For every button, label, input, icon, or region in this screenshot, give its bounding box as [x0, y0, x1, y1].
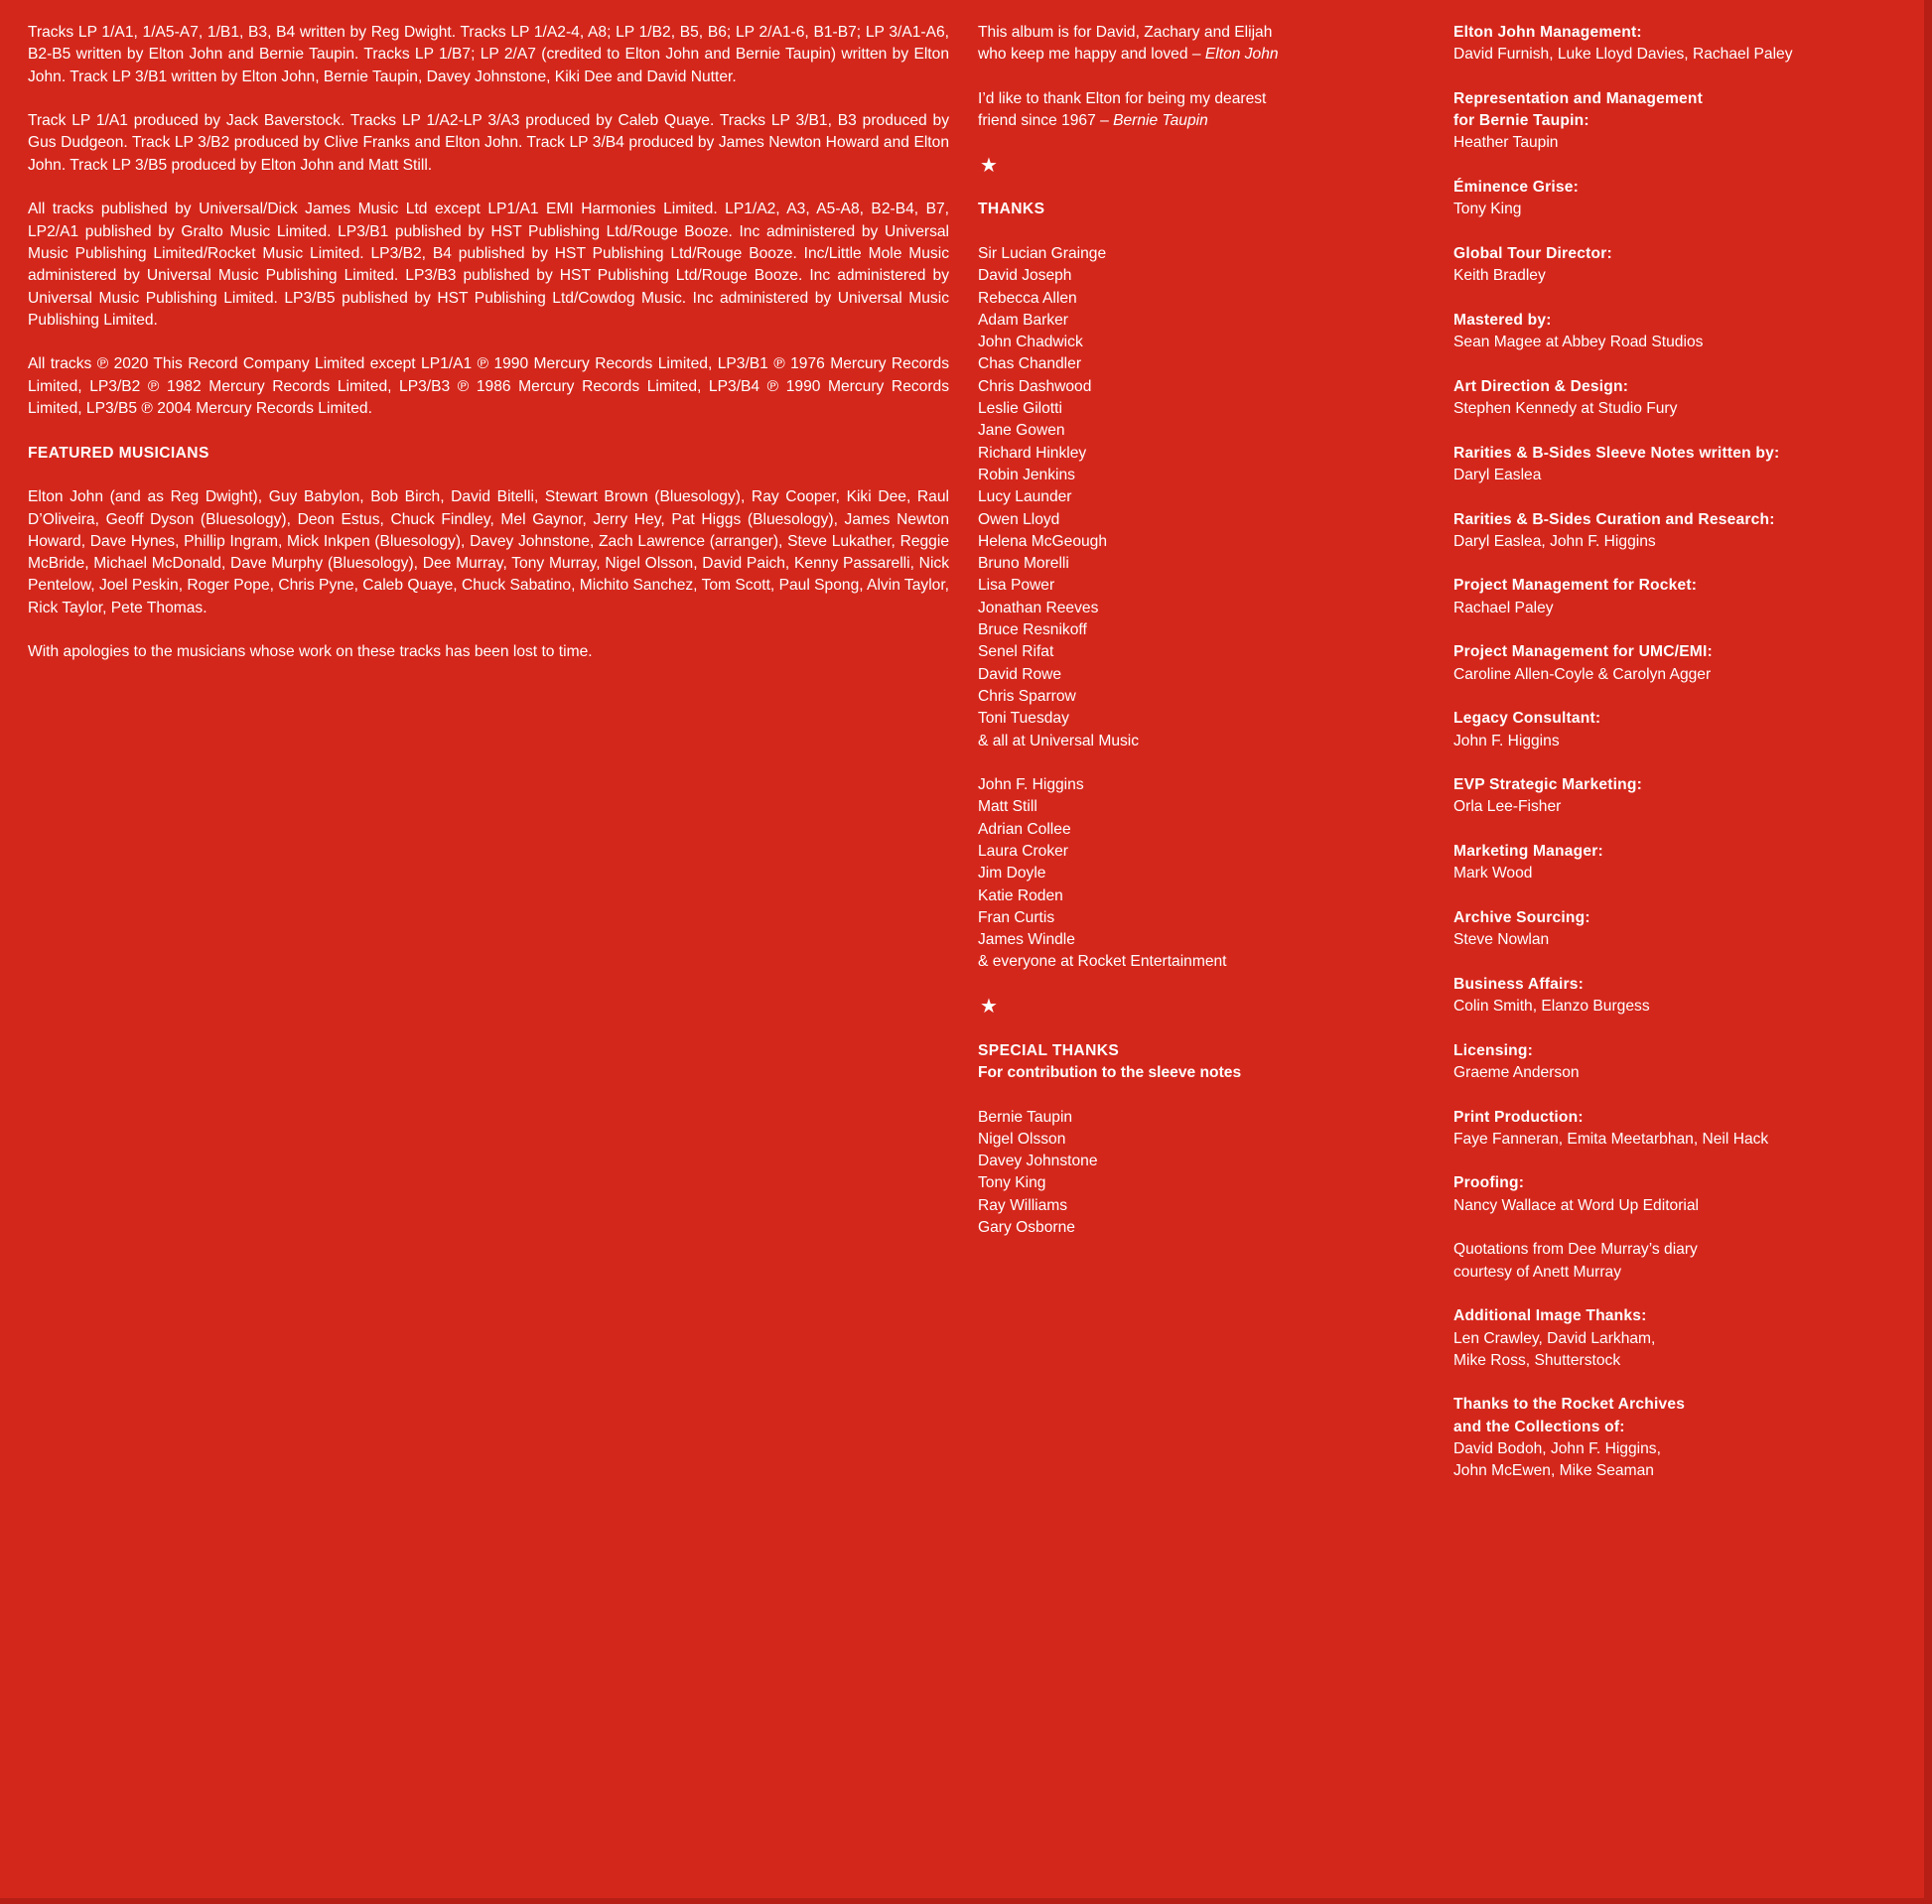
middle-column: [978, 22, 1395, 1262]
credit-entry: [1453, 575, 1910, 619]
list-item: Bruno Morelli: [978, 555, 1069, 573]
list-item: John Chadwick: [978, 334, 1083, 351]
dedication-line: This album is for David, Zachary and Elijah: [978, 24, 1273, 41]
list-item: Rebecca Allen: [978, 289, 1077, 307]
credit-role: Licensing:: [1453, 1041, 1533, 1059]
dedication-elton: [978, 22, 1395, 67]
list-item: Matt Still: [978, 798, 1037, 816]
list-item: Laura Croker: [978, 842, 1069, 860]
credit-entry: [1453, 1305, 1910, 1372]
credit-role: Proofing:: [1453, 1174, 1525, 1192]
list-item: Fran Curtis: [978, 908, 1055, 926]
credit-entry: [1453, 907, 1910, 952]
featured-musicians-heading: FEATURED MUSICIANS: [28, 444, 209, 462]
credit-entry: [1453, 310, 1910, 354]
left-column: [28, 22, 949, 686]
credit-entry: [1453, 1107, 1910, 1152]
credit-role: Additional Image Thanks:: [1453, 1307, 1647, 1325]
list-item: David Joseph: [978, 267, 1072, 285]
credit-role: Elton John Management:: [1453, 24, 1642, 41]
credit-role: Éminence Grise:: [1453, 179, 1580, 197]
thanks-universal-list: [978, 243, 1395, 752]
credit-role: Representation and Management: [1453, 89, 1704, 107]
copyright-credits: All tracks ℗ 2020 This Record Company Limited except LP1/A1 ℗ 1990 Mercury Records Limited, LP3/B1 ℗ 1976 Mercury Records Limited, LP3/B2 ℗ 1982 Mercury Records Limited, LP3/B3 ℗ 1986 Mercury Records Limited, LP3/B4 ℗ 1990 Mercury Records Limited, LP3/B5 ℗ 2004 Mercury Records Limited.: [28, 355, 949, 418]
credit-role: Print Production:: [1453, 1108, 1584, 1126]
list-item: Chas Chandler: [978, 355, 1082, 373]
list-item: Owen Lloyd: [978, 510, 1060, 528]
credit-entry: [1453, 1394, 1910, 1482]
list-item: Helena McGeough: [978, 532, 1108, 550]
credit-names: John McEwen, Mike Seaman: [1453, 1462, 1654, 1480]
credit-role: Thanks to the Rocket Archives: [1453, 1396, 1686, 1414]
credit-names: Steve Nowlan: [1453, 931, 1550, 949]
credit-names: Sean Magee at Abbey Road Studios: [1453, 334, 1704, 351]
right-column: [1453, 22, 1910, 1505]
credit-role: Rarities & B-Sides Sleeve Notes written by:: [1453, 444, 1780, 462]
list-item: & all at Universal Music: [978, 732, 1140, 749]
credit-role: Project Management for Rocket:: [1453, 577, 1698, 595]
credit-names: Len Crawley, David Larkham,: [1453, 1329, 1656, 1347]
list-item: Jonathan Reeves: [978, 599, 1099, 616]
list-item: Adrian Collee: [978, 820, 1071, 838]
credit-entry: [1453, 509, 1910, 554]
thanks-rocket-list: [978, 774, 1395, 974]
credit-names: Quotations from Dee Murray’s diary: [1453, 1241, 1698, 1259]
list-item: Leslie Gilotti: [978, 400, 1062, 418]
special-thanks-list: [978, 1107, 1395, 1240]
list-item: Lucy Launder: [978, 488, 1072, 506]
credit-role: Rarities & B-Sides Curation and Research:: [1453, 510, 1775, 528]
credit-entry: [1453, 443, 1910, 487]
publishing-credits: All tracks published by Universal/Dick James Music Ltd except LP1/A1 EMI Harmonies Limited. LP1/A2, A3, A5-A8, B2-B4, B7, LP2/A1 published by Gralto Music Limited. LP3/B1 published by HST Publishing Ltd/Rouge Booze. Inc administered by Universal Music Publishing Limited/Rocket Music Limited. LP3/B2, B4 published by HST Publishing Ltd/Rouge Booze. Inc/Little Mole Music administered by Universal Music Publishing Limited. LP3/B3 published by HST Publishing Ltd/Rouge Booze. Inc administered by Universal Music Publishing Limited. LP3/B5 published by HST Publishing Ltd/Cowdog Music. Inc administered by Universal Music Publishing Limited.: [28, 201, 949, 329]
credit-entry: [1453, 841, 1910, 885]
credit-entry: [1453, 708, 1910, 752]
list-item: Jane Gowen: [978, 422, 1065, 440]
credit-role: Art Direction & Design:: [1453, 377, 1629, 395]
credit-entry: [1453, 88, 1910, 155]
list-item: Ray Williams: [978, 1196, 1068, 1214]
credit-role: Business Affairs:: [1453, 975, 1585, 993]
dedication-line: [978, 44, 1395, 66]
credit-role: Project Management for UMC/EMI:: [1453, 643, 1713, 661]
list-item: Chris Sparrow: [978, 687, 1076, 705]
dedication-text: who keep me happy and loved –: [978, 46, 1205, 64]
star-icon: ★: [980, 996, 998, 1019]
list-item: Jim Doyle: [978, 865, 1046, 883]
credit-names: Heather Taupin: [1453, 134, 1559, 152]
credit-entry: [1453, 774, 1910, 819]
list-item: David Rowe: [978, 665, 1062, 683]
credit-names: Daryl Easlea: [1453, 466, 1542, 483]
list-item: Chris Dashwood: [978, 377, 1092, 395]
list-item: James Windle: [978, 931, 1075, 949]
list-item: Tony King: [978, 1174, 1046, 1192]
credit-role: Archive Sourcing:: [1453, 908, 1590, 926]
credit-names: David Bodoh, John F. Higgins,: [1453, 1440, 1661, 1457]
credit-names: Graeme Anderson: [1453, 1063, 1580, 1081]
credit-names: Mike Ross, Shutterstock: [1453, 1351, 1621, 1369]
list-item: Robin Jenkins: [978, 466, 1075, 483]
list-item: Nigel Olsson: [978, 1130, 1066, 1148]
list-item: Davey Johnstone: [978, 1153, 1098, 1170]
dedication-bernie: [978, 88, 1395, 133]
dedication-signature: Elton John: [1204, 46, 1279, 64]
credit-role: Global Tour Director:: [1453, 244, 1612, 262]
list-item: Senel Rifat: [978, 643, 1054, 661]
credit-names: Daryl Easlea, John F. Higgins: [1453, 532, 1656, 550]
credit-entry: [1453, 1239, 1910, 1284]
credit-names: Keith Bradley: [1453, 267, 1546, 285]
list-item: & everyone at Rocket Entertainment: [978, 953, 1227, 971]
list-item: Richard Hinkley: [978, 444, 1087, 462]
writing-credits: Tracks LP 1/A1, 1/A5-A7, 1/B1, B3, B4 written by Reg Dwight. Tracks LP 1/A2-4, A8; LP 1/B2, B5, B6; LP 2/A1-6, B1-B7; LP 3/A1-A6, B2-B5 written by Elton John and Bernie Taupin. Tracks LP 1/B7; LP 2/A7 (credited to Elton John and Bernie Taupin) written by Elton John. Track LP 3/B1 written by Elton John, Bernie Taupin, Davey Johnstone, Kiki Dee and David Nutter.: [28, 24, 949, 85]
credit-names: Faye Fanneran, Emita Meetarbhan, Neil Hack: [1453, 1130, 1769, 1148]
list-item: Bernie Taupin: [978, 1108, 1073, 1126]
special-thanks-heading: SPECIAL THANKS: [978, 1041, 1120, 1059]
dedication-line: I’d like to thank Elton for being my dearest: [978, 89, 1267, 107]
credit-entry: [1453, 243, 1910, 288]
credit-names: courtesy of Anett Murray: [1453, 1263, 1622, 1281]
featured-musicians-list: Elton John (and as Reg Dwight), Guy Babylon, Bob Birch, David Bitelli, Stewart Brown (Bluesology), Ray Cooper, Kiki Dee, Raul D’Oliveira, Geoff Dyson (Bluesology), Deon Estus, Chuck Findley, Mel Gaynor, Jerry Hey, Pat Higgs (Bluesology), James Newton Howard, Dave Hynes, Phillip Ingram, Mick Inkpen (Bluesology), Davey Johnstone, Zach Lawrence (arranger), Steve Lukather, Reggie McBride, Michael McDonald, Dave Murphy (Bluesology), Dee Murray, Tony Murray, Nigel Olsson, David Paich, Kenny Passarelli, Nick Pentelow, Joel Peskin, Roger Pope, Chris Pyne, Caleb Quaye, Chuck Sabatino, Michito Sanchez, Tom Scott, Paul Spong, Alvin Taylor, Rick Taylor, Pete Thomas.: [28, 488, 949, 616]
credit-names: Mark Wood: [1453, 865, 1533, 883]
star-icon: ★: [980, 154, 998, 177]
credit-names: Orla Lee-Fisher: [1453, 798, 1562, 816]
credit-entry: [1453, 177, 1910, 221]
credit-names: Tony King: [1453, 201, 1522, 218]
credit-role: Legacy Consultant:: [1453, 710, 1601, 728]
credit-entry: [1453, 1040, 1910, 1085]
credit-names: Colin Smith, Elanzo Burgess: [1453, 998, 1650, 1016]
thanks-heading: THANKS: [978, 201, 1045, 218]
credit-entry: [1453, 1172, 1910, 1217]
dedication-line: [978, 110, 1395, 132]
dedication-text: friend since 1967 –: [978, 112, 1114, 130]
special-thanks-header: [978, 1040, 1395, 1085]
special-thanks-subheading: For contribution to the sleeve notes: [978, 1063, 1242, 1081]
credit-role: EVP Strategic Marketing:: [1453, 776, 1642, 794]
credit-names: Rachael Paley: [1453, 599, 1554, 616]
list-item: Adam Barker: [978, 311, 1068, 329]
credit-role: for Bernie Taupin:: [1453, 112, 1589, 130]
list-item: Sir Lucian Grainge: [978, 244, 1107, 262]
list-item: Bruce Resnikoff: [978, 621, 1087, 639]
credit-names: Caroline Allen-Coyle & Carolyn Agger: [1453, 665, 1712, 683]
credit-names: Stephen Kennedy at Studio Fury: [1453, 400, 1678, 418]
credit-entry: [1453, 974, 1910, 1019]
credit-entry: [1453, 22, 1910, 67]
credit-entry: [1453, 376, 1910, 421]
credit-names: John F. Higgins: [1453, 732, 1560, 749]
dedication-signature: Bernie Taupin: [1113, 112, 1208, 130]
credit-role: and the Collections of:: [1453, 1418, 1625, 1435]
list-item: Lisa Power: [978, 577, 1055, 595]
credit-names: Nancy Wallace at Word Up Editorial: [1453, 1196, 1699, 1214]
list-item: Toni Tuesday: [978, 710, 1069, 728]
credit-entry: [1453, 641, 1910, 686]
credit-role: Mastered by:: [1453, 311, 1552, 329]
production-credits: Track LP 1/A1 produced by Jack Baverstock. Tracks LP 1/A2-LP 3/A3 produced by Caleb Quaye. Tracks LP 3/B1, B3 produced by Gus Dudgeon. Track LP 3/B2 produced by Clive Franks and Elton John. Track LP 3/B4 produced by James Newton Howard and Elton John. Track LP 3/B5 produced by Elton John and Matt Still.: [28, 112, 949, 174]
list-item: Katie Roden: [978, 886, 1063, 904]
list-item: Gary Osborne: [978, 1219, 1075, 1237]
apologies-note: With apologies to the musicians whose work on these tracks has been lost to time.: [28, 643, 593, 661]
credit-names: David Furnish, Luke Lloyd Davies, Rachael Paley: [1453, 46, 1793, 64]
credit-role: Marketing Manager:: [1453, 842, 1603, 860]
list-item: John F. Higgins: [978, 776, 1084, 794]
